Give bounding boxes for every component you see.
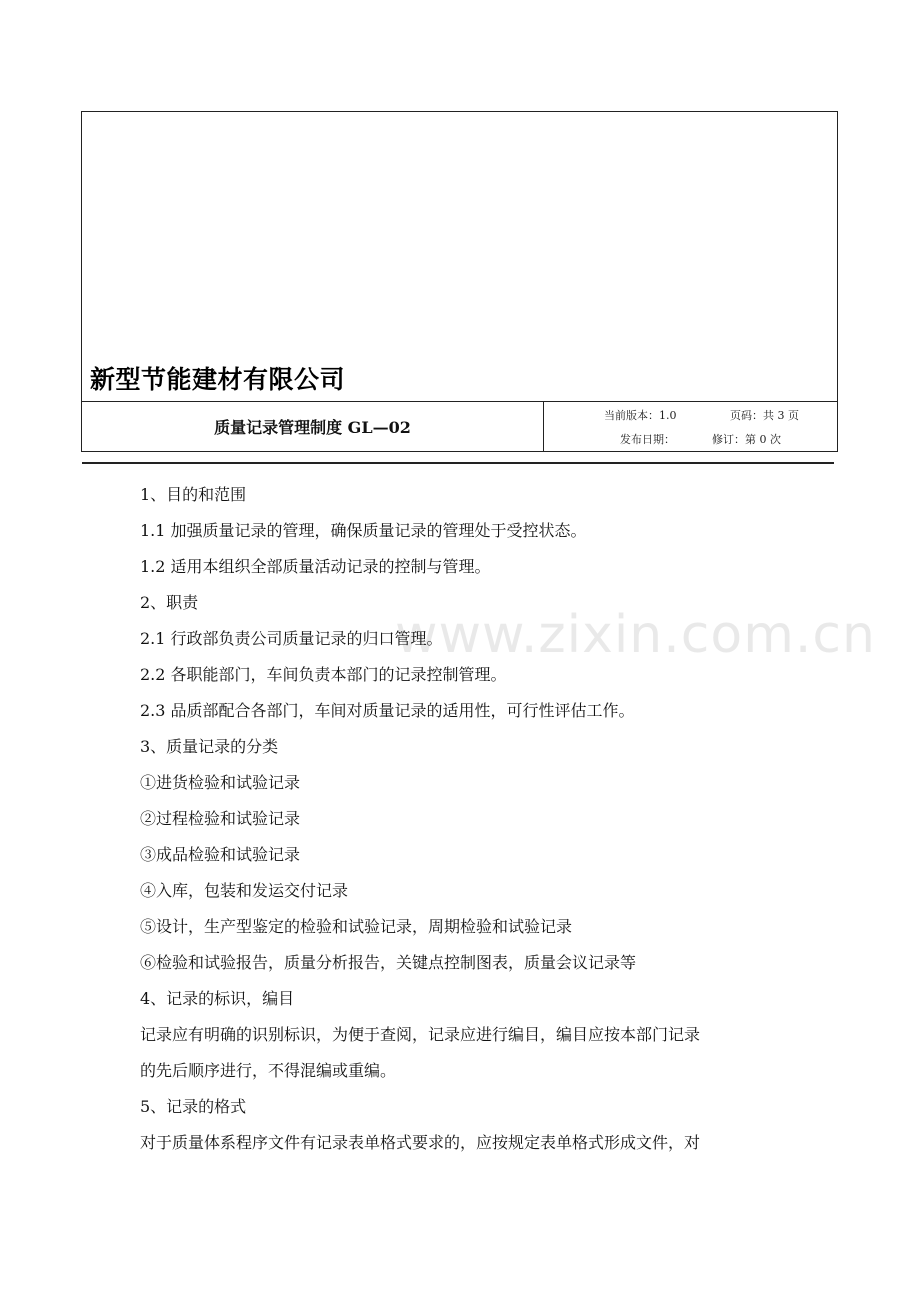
section-heading: 2、职责 <box>140 593 199 612</box>
release-date: 发布日期： <box>620 433 675 446</box>
list-item: ④入库，包装和发运交付记录 <box>140 881 349 900</box>
list-item: ③成品检验和试验记录 <box>140 845 301 864</box>
section-heading: 1、目的和范围 <box>140 485 247 504</box>
company-name: 新型节能建材有限公司 <box>90 365 346 394</box>
header-rule <box>82 462 834 464</box>
current-version: 当前版本：1.0 <box>604 409 677 422</box>
revision: 修订：第 0 次 <box>712 433 781 446</box>
paragraph-line: 对于质量体系程序文件有记录表单格式要求的，应按规定表单格式形成文件，对 <box>140 1133 701 1152</box>
list-item: ⑥检验和试验报告，质量分析报告，关键点控制图表，质量会议记录等 <box>140 953 637 972</box>
paragraph-line: 2.3 品质部配合各部门，车间对质量记录的适用性，可行性评估工作。 <box>140 701 635 720</box>
section-heading: 5、记录的格式 <box>140 1097 247 1116</box>
list-item: ①进货检验和试验记录 <box>140 773 301 792</box>
document-meta <box>544 401 838 452</box>
section-heading: 3、质量记录的分类 <box>140 737 279 756</box>
list-item: ⑤设计，生产型鉴定的检验和试验记录，周期检验和试验记录 <box>140 917 573 936</box>
document-header <box>81 111 838 452</box>
paragraph-line: 1.2 适用本组织全部质量活动记录的控制与管理。 <box>140 557 491 576</box>
document-body <box>140 480 800 1164</box>
paragraph-line: 2.2 各职能部门，车间负责本部门的记录控制管理。 <box>140 665 507 684</box>
paragraph-line: 的先后顺序进行，不得混编或重编。 <box>140 1061 397 1080</box>
section-heading: 4、记录的标识，编目 <box>140 989 295 1008</box>
document-title: 质量记录管理制度 GL—02 <box>214 418 411 437</box>
watermark: www.zixin.com.cn <box>395 605 876 665</box>
paragraph-line: 记录应有明确的识别标识，为便于查阅，记录应进行编目，编目应按本部门记录 <box>140 1025 701 1044</box>
page-count: 页码：共 3 页 <box>730 409 799 422</box>
paragraph-line: 1.1 加强质量记录的管理，确保质量记录的管理处于受控状态。 <box>140 521 587 540</box>
paragraph-line: 2.1 行政部负责公司质量记录的归口管理。 <box>140 629 443 648</box>
list-item: ②过程检验和试验记录 <box>140 809 301 828</box>
